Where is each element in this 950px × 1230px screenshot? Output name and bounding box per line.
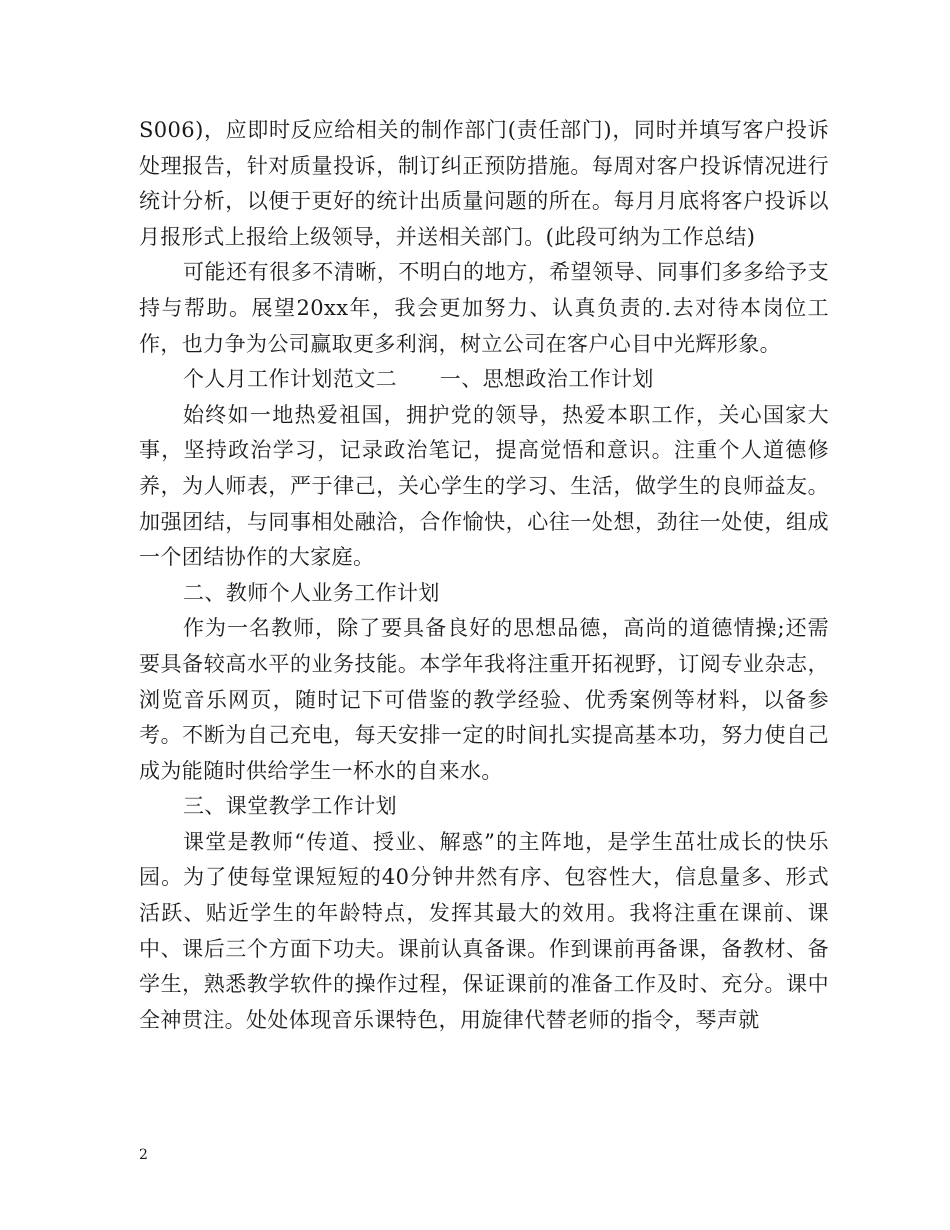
paragraph-professional-plan: 作为一名教师，除了要具备良好的思想品德，高尚的道德情操;还需要具备较高水平的业务技能。本学年我将注重开拓视野，订阅专业杂志，浏览音乐网页，随时记下可借鉴的教学经验、优秀案例等材料，以备参考。不断为自己充电，每天安排一定的时间扎实提高基本功，努力使自己成为能随时供给学生一杯水的自来水。	[139, 616, 829, 783]
heading-political-work-plan: 个人月工作计划范文二 一、思想政治工作计划	[183, 367, 654, 392]
document-body	[139, 113, 829, 1038]
paragraph-classroom-plan: 课堂是教师“传道、授业、解惑”的主阵地，是学生茁壮成长的快乐园。为了使每堂课短短的40分钟井然有序、包容性大，信息量多、形式活跃、贴近学生的年龄特点，发挥其最大的效用。我将注重在课前、课中、课后三个方面下功夫。课前认真备课。作到课前再备课，备教材、备学生，熟悉教学软件的操作过程，保证课前的准备工作及时、充分。课中全神贯注。处处体现音乐课特色，用旋律代替老师的指令，琴声就	[139, 829, 829, 1032]
paragraph-outlook: 可能还有很多不清晰，不明白的地方，希望领导、同事们多多给予支持与帮助。展望20xx年，我会更加努力、认真负责的.去对待本岗位工作，也力争为公司赢取更多利润，树立公司在客户心目中光辉形象。	[139, 260, 829, 356]
paragraph-political-work: 始终如一地热爱祖国，拥护党的领导，热爱本职工作，关心国家大事，坚持政治学习，记录政治笔记，提高觉悟和意识。注重个人道德修养，为人师表，严于律己，关心学生的学习、生活，做学生的良师益友。加强团结，与同事相处融洽，合作愉快，心往一处想，劲往一处使，组成一个团结协作的大家庭。	[139, 402, 829, 570]
heading-classroom-plan: 三、课堂教学工作计划	[183, 794, 397, 819]
page-number: 2	[139, 1147, 148, 1163]
heading-professional-plan: 二、教师个人业务工作计划	[183, 580, 440, 605]
paragraph-complaint-handling: S006)，应即时反应给相关的制作部门(责任部门)，同时并填写客户投诉处理报告，针对质量投诉，制订纠正预防措施。每周对客户投诉情况进行统计分析，以便于更好的统计出质量问题的所在。每月月底将客户投诉以月报形式上报给上级领导，并送相关部门。(此段可纳为工作总结)	[139, 118, 829, 249]
